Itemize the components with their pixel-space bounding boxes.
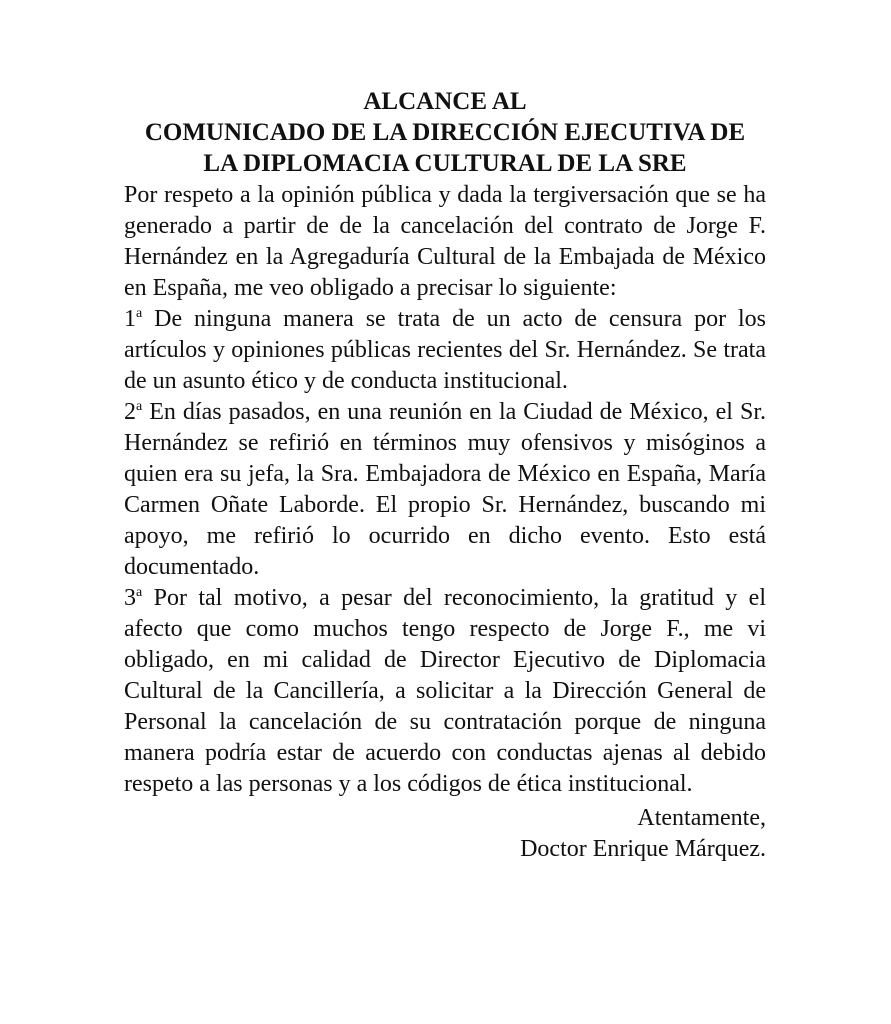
point-1-text: De ninguna manera se trata de un acto de censura por los artículos y opiniones públicas recientes del Sr. Hernández. Se trata de un asunto ético y de conducta institucional. [124,306,766,394]
point-2-text: En días pasados, en una reunión en la Ciudad de México, el Sr. Hernández se refirió en términos muy ofensivos y misóginos a quien era su jefa, la Sra. Embajadora de México en España, María Carmen Oñate Laborde. El propio Sr. Hernández, buscando mi apoyo, me refirió lo ocurrido en dicho evento. Esto está documentado. [124,399,766,580]
closing-text: Atentamente, [637,805,766,831]
title-line-1: ALCANCE AL [363,88,527,115]
point-3-ordinal: a [136,585,143,600]
point-2-number: 2 [124,399,136,425]
signature-block [124,803,766,865]
point-1-ordinal: a [136,306,143,321]
point-3-number: 3 [124,585,136,611]
intro-paragraph: Por respeto a la opinión pública y dada la tergiversación que se ha generado a partir de de la cancelación del contrato de Jorge F. Hernández en la Agregaduría Cultural de la Embajada de México en España, me veo obligado a precisar lo siguiente: [124,182,766,301]
document-title [124,86,766,179]
point-2-paragraph [124,397,766,583]
point-1-number: 1 [124,306,136,332]
document-page [124,86,766,865]
point-2-ordinal: a [136,399,143,414]
point-3-text: Por tal motivo, a pesar del reconocimiento, la gratitud y el afecto que como muchos tengo respecto de Jorge F., me vi obligado, en mi calidad de Director Ejecutivo de Diplomacia Cultural de la Cancillería, a solicitar a la Dirección General de Personal la cancelación de su contratación porque de ninguna manera podría estar de acuerdo con conductas ajenas al debido respeto a las personas y a los códigos de ética institucional. [124,585,766,797]
title-line-3: LA DIPLOMACIA CULTURAL DE LA SRE [203,150,687,177]
signature-name: Doctor Enrique Márquez. [520,836,766,862]
title-line-2: COMUNICADO DE LA DIRECCIÓN EJECUTIVA DE [144,119,746,146]
document-body [124,180,766,800]
point-3-paragraph [124,583,766,800]
point-1-paragraph [124,304,766,397]
